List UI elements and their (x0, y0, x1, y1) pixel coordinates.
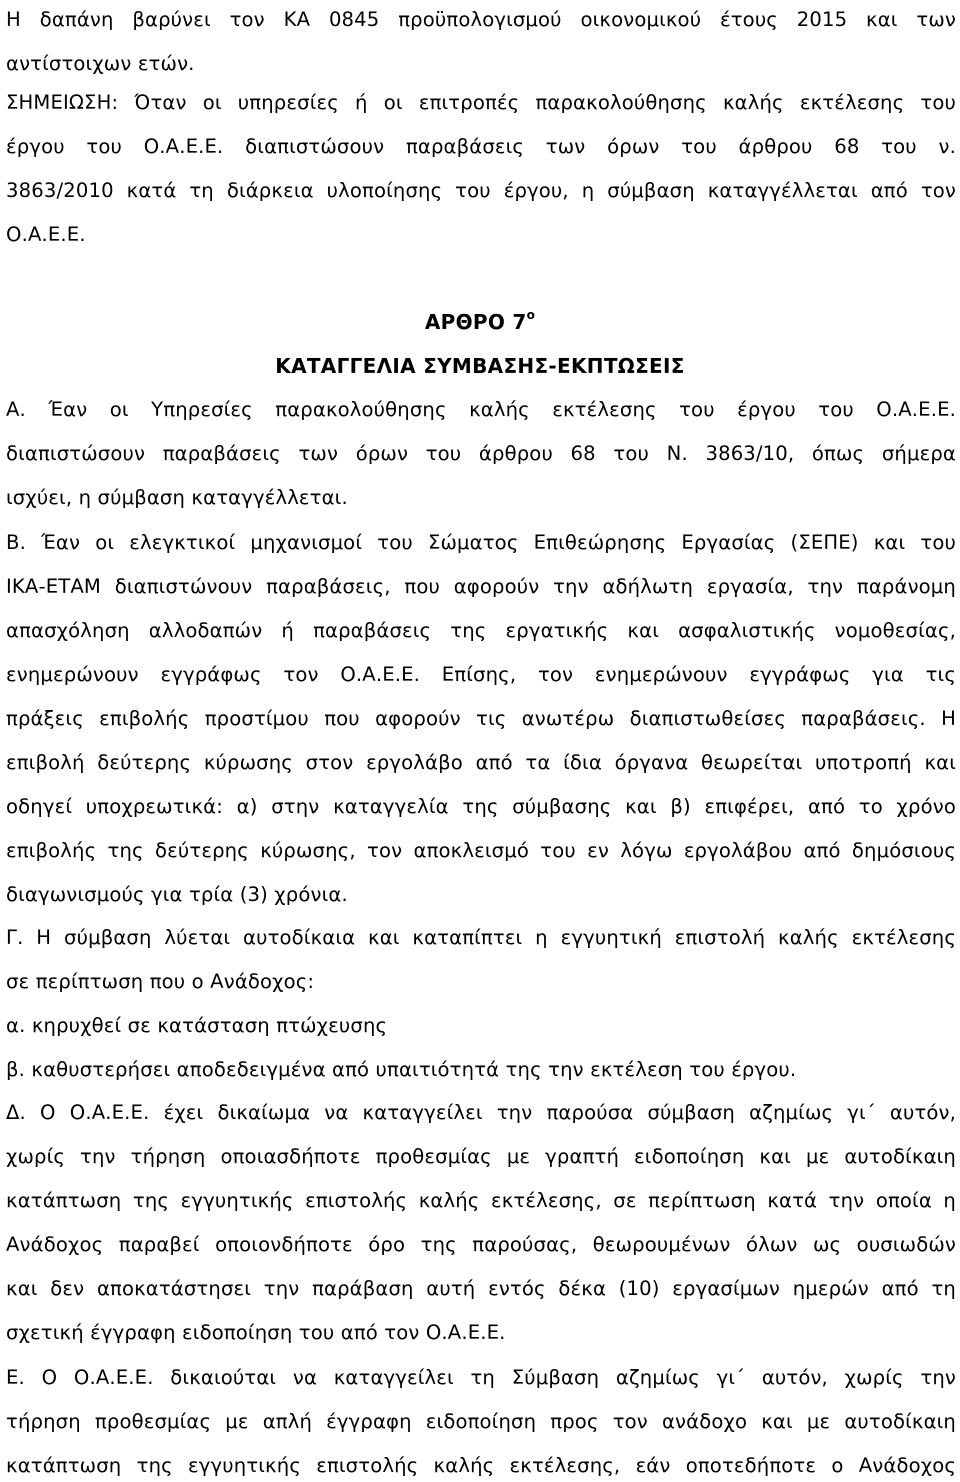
text-line: Α. Έαν οι Υπηρεσίες παρακολούθησης καλής εκτέλεσης του έργου του Ο.Α.Ε.Ε. (6, 398, 956, 421)
article-title-text: ΑΡΘΡΟ 7 (424, 310, 527, 334)
text-line: Η δαπάνη βαρύνει τον ΚΑ 0845 προϋπολογισμού οικονομικού έτους 2015 και των (6, 8, 956, 31)
text-line: χωρίς την τήρηση οποιασδήποτε προθεσμίας με γραπτή ειδοποίηση και με αυτοδίκαιη (6, 1145, 956, 1168)
text-line: αντίστοιχων ετών. (6, 52, 195, 75)
text-line: κατάπτωση της εγγυητικής επιστολής καλής εκτέλεσης, σε περίπτωση κατά την οποία η (6, 1189, 956, 1212)
paragraph-a (6, 388, 956, 520)
text-line: Ανάδοχος παραβεί οποιονδήποτε όρο της παρούσας, θεωρουμένων όλων ως ουσιωδών (6, 1233, 956, 1256)
text-line: διαπιστώσουν παραβάσεις των όρων του άρθρου 68 του Ν. 3863/10, όπως σήμερα (6, 442, 956, 465)
text-line: οδηγεί υποχρεωτικά: α) στην καταγγελία της σύμβασης και β) επιφέρει, από το χρόνο (6, 795, 956, 818)
text-line: πράξεις επιβολής προστίμου που αφορούν τις ανωτέρω διαπιστωθείσες παραβάσεις. Η (6, 707, 956, 730)
text-line: τήρηση προθεσμίας με απλή έγγραφη ειδοποίηση προς τον ανάδοχο και με αυτοδίκαιη (6, 1410, 956, 1433)
text-line: Γ. Η σύμβαση λύεται αυτοδίκαια και καταπίπτει η εγγυητική επιστολή καλής εκτέλεσης (6, 926, 956, 949)
text-line: κατάπτωση της εγγυητικής επιστολής καλής εκτέλεσης, εάν οποτεδήποτε ο Ανάδοχος (6, 1454, 956, 1477)
paragraph-b (6, 521, 956, 917)
text-line: και δεν αποκατάστησει την παράβαση αυτή εντός δέκα (10) εργασίμων ημερών από τη (6, 1277, 956, 1300)
paragraph-e (6, 1356, 956, 1482)
text-line: σε περίπτωση που ο Ανάδοχος: (6, 970, 315, 993)
text-line: Ο.Α.Ε.Ε. (6, 223, 86, 246)
text-line: ΙΚΑ-ΕΤΑΜ διαπιστώνουν παραβάσεις, που αφορούν την αδήλωτη εργασία, την παράνομη (6, 575, 956, 598)
text-line: επιβολής της δεύτερης κύρωσης, τον αποκλεισμό του εν λόγω εργολάβου από δημόσιους (6, 839, 956, 862)
paragraph-c (6, 916, 956, 1092)
text-line: ΣΗΜΕΙΩΣΗ: Όταν οι υπηρεσίες ή οι επιτροπές παρακολούθησης καλής εκτέλεσης του (6, 91, 956, 114)
paragraph-d (6, 1091, 956, 1355)
text-line: έργου του Ο.Α.Ε.Ε. διαπιστώσουν παραβάσεις των όρων του άρθρου 68 του ν. (6, 135, 956, 158)
article-subtitle: ΚΑΤΑΓΓΕΛΙΑ ΣΥΜΒΑΣΗΣ-ΕΚΠΤΩΣΕΙΣ (275, 354, 685, 378)
text-line: Ε. Ο Ο.Α.Ε.Ε. δικαιούται να καταγγείλει τη Σύμβαση αζημίως γι΄ αυτόν, χωρίς την (6, 1366, 956, 1389)
text-line: διαγωνισμούς για τρία (3) χρόνια. (6, 883, 348, 906)
note-paragraph (6, 81, 956, 257)
text-line: 3863/2010 κατά τη διάρκεια υλοποίησης του έργου, η σύμβαση καταγγέλλεται από τον (6, 179, 956, 202)
text-line: σχετική έγγραφη ειδοποίηση του από τον Ο.Α.Ε.Ε. (6, 1321, 506, 1344)
text-line: Δ. Ο Ο.Α.Ε.Ε. έχει δικαίωμα να καταγγείλει την παρούσα σύμβαση αζημίως γι΄ αυτόν, (6, 1101, 956, 1124)
text-line: ισχύει, η σύμβαση καταγγέλλεται. (6, 486, 348, 509)
text-line: επιβολή δεύτερης κύρωσης στον εργολάβο από τα ίδια όργανα θεωρείται υποτροπή και (6, 751, 956, 774)
text-line: β. καθυστερήσει αποδεδειγμένα από υπαιτιότητά της την εκτέλεση του έργου. (6, 1058, 797, 1081)
article-title-superscript: ο (526, 308, 536, 323)
budget-paragraph (6, 0, 956, 86)
text-line: απασχόληση αλλοδαπών ή παραβάσεις της εργατικής και ασφαλιστικής νομοθεσίας, (6, 619, 956, 642)
article-title (0, 300, 960, 344)
text-line: α. κηρυχθεί σε κατάσταση πτώχευσης (6, 1014, 388, 1037)
text-line: ενημερώνουν εγγράφως τον Ο.Α.Ε.Ε. Επίσης, τον ενημερώνουν εγγράφως για τις (6, 663, 956, 686)
text-line: Β. Έαν οι ελεγκτικοί μηχανισμοί του Σώματος Επιθεώρησης Εργασίας (ΣΕΠΕ) και του (6, 531, 956, 554)
